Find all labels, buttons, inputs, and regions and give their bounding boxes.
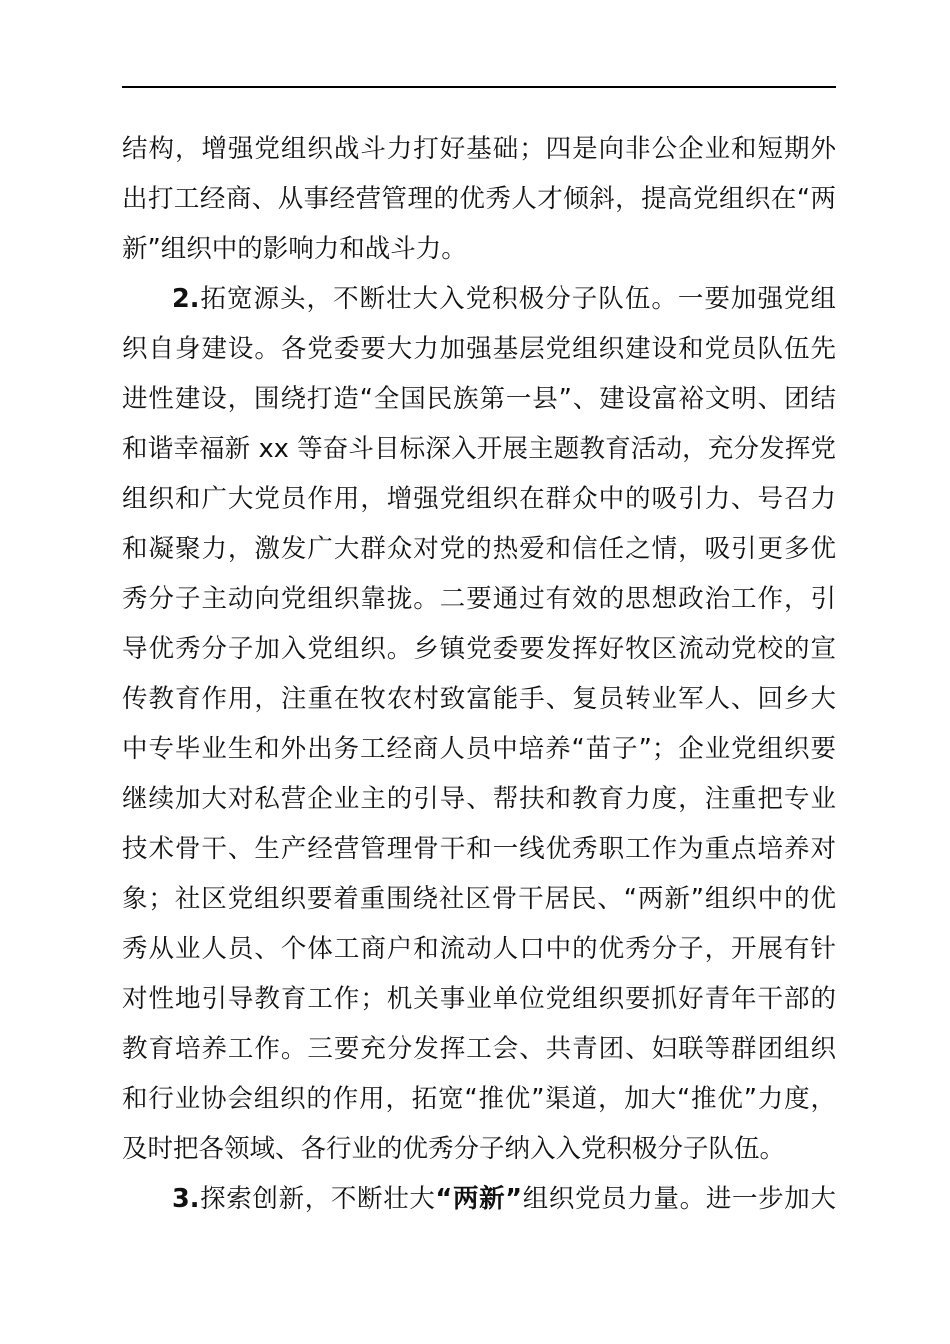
bold-term: “两新” [435, 1184, 523, 1214]
header-rule [122, 86, 836, 88]
text-line: 及时把各领域、各行业的优秀分子纳入入党积极分子队伍。 [122, 1134, 786, 1164]
text-span: 组织党员力量。进一步加大 [522, 1184, 836, 1214]
text-line: 进性建设，围绕打造“全国民族第一县”、建设富裕文明、团结 [122, 384, 836, 414]
item-number: 3. [172, 1184, 200, 1214]
item-number: 2. [172, 284, 200, 314]
text-line: 和凝聚力，激发广大群众对党的热爱和信任之情，吸引更多优 [122, 534, 836, 564]
text-span: 拓宽源头，不断壮大入党积极分子队伍。一要加强党组 [199, 284, 836, 314]
text-line: 新”组织中的影响力和战斗力。 [122, 234, 467, 264]
text-line: 秀分子主动向党组织靠拢。二要通过有效的思想政治工作，引 [122, 584, 836, 614]
text-line: 织自身建设。各党委要大力加强基层党组织建设和党员队伍先 [122, 334, 836, 364]
paragraph-3-first-line [122, 1174, 836, 1224]
text-line: 导优秀分子加入党组织。乡镇党委要发挥好牧区流动党校的宣 [122, 634, 836, 664]
text-line: 对性地引导教育工作；机关事业单位党组织要抓好青年干部的 [122, 984, 836, 1014]
text-line: 出打工经商、从事经营管理的优秀人才倾斜，提高党组织在“两 [122, 184, 836, 214]
text-line: 秀从业人员、个体工商户和流动人口中的优秀分子，开展有针 [122, 934, 836, 964]
text-line: 象；社区党组织要着重围绕社区骨干居民、“两新”组织中的优 [122, 884, 836, 914]
text-line: 结构，增强党组织战斗力打好基础；四是向非公企业和短期外 [122, 134, 836, 164]
text-line: 和行业协会组织的作用，拓宽“推优”渠道，加大“推优”力度， [122, 1084, 836, 1114]
text-line: 技术骨干、生产经营管理骨干和一线优秀职工作为重点培养对 [122, 834, 836, 864]
text-line: 继续加大对私营企业主的引导、帮扶和教育力度，注重把专业 [122, 784, 836, 814]
body-text [122, 124, 836, 1224]
paragraph-2-first-line [122, 274, 836, 324]
text-line: 组织和广大党员作用，增强党组织在群众中的吸引力、号召力 [122, 484, 836, 514]
text-line: 教育培养工作。三要充分发挥工会、共青团、妇联等群团组织 [122, 1034, 836, 1064]
text-line: 和谐幸福新 xx 等奋斗目标深入开展主题教育活动，充分发挥党 [122, 434, 836, 464]
text-line: 传教育作用，注重在牧农村致富能手、复员转业军人、回乡大 [122, 684, 836, 714]
text-line: 中专毕业生和外出务工经商人员中培养“苗子”；企业党组织要 [122, 734, 836, 764]
text-span: 探索创新，不断壮大 [199, 1184, 436, 1214]
